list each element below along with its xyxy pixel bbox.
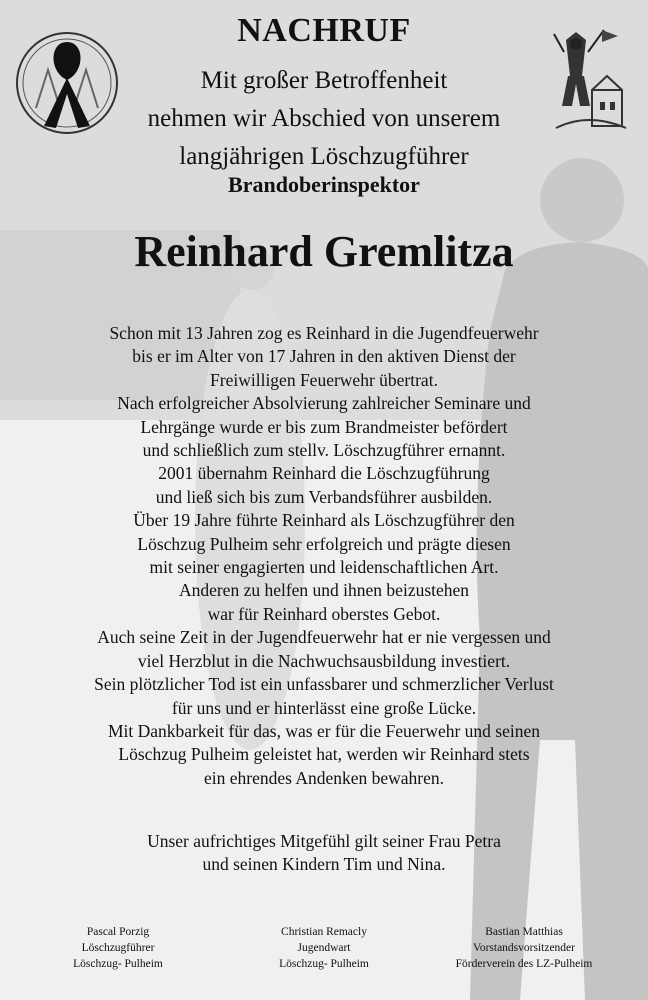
body-line: Auch seine Zeit in der Jugendfeuerwehr hat er nie vergessen und [97,627,551,648]
body-line: Schon mit 13 Jahren zog es Reinhard in die Jugendfeuerwehr [109,323,539,343]
deceased-name: Reinhard Gremlitza [134,227,514,276]
body-line: ein ehrendes Andenken bewahren. [203,767,445,788]
body-line: mit seiner engagierten und leidenschaftlichen Art. [149,557,499,578]
obituary-heading: NACHRUF [237,12,411,49]
body-line: Sein plötzlicher Tod ist ein unfassbarer und schmerzlicher Verlust [94,674,554,695]
body-line: und ließ sich bis zum Verbandsführer ausbilden. [155,486,493,507]
body-line: viel Herzblut in die Nachwuchsausbildung investiert. [137,650,511,671]
signatory-org: Löschzug- Pulheim [279,958,369,970]
body-line: Mit Dankbarkeit für das, was er für die Feuerwehr und seinen [107,720,540,741]
signatory-role: Vorstandsvorsitzender [473,942,575,954]
signatory-name: Pascal Porzig [86,926,150,938]
body-line: und schließlich zum stellv. Löschzugführer ernannt. [142,440,506,461]
body-line: 2001 übernahm Reinhard die Löschzugführung [158,463,490,484]
signatory-3 [424,924,624,972]
body-line: Lehrgänge wurde er bis zum Brandmeister befördert [140,416,508,437]
body-line: Über 19 Jahre führte Reinhard als Löschzugführer den [133,510,515,531]
body-line: Freiwilligen Feuerwehr übertrat. [210,369,438,390]
signatory-role: Jugendwart [297,942,351,954]
signatory-name: Christian Remacly [281,926,367,938]
body-line: war für Reinhard oberstes Gebot. [207,603,441,624]
body-line: Löschzug Pulheim sehr erfolgreich und prägte diesen [137,533,511,554]
signatory-2 [224,924,424,972]
signatory-name: Bastian Matthias [485,926,563,938]
body-line: Nach erfolgreicher Absolvierung zahlreicher Seminare und [117,393,531,414]
condolence-line: und seinen Kindern Tim und Nina. [202,854,446,875]
condolence-text [40,830,608,877]
body-line: Anderen zu helfen und ihnen beizustehen [178,580,470,601]
intro-text [100,62,548,176]
signatory-1 [18,924,218,972]
signatory-org: Löschzug- Pulheim [73,958,163,970]
body-line: bis er im Alter von 17 Jahren in den aktiven Dienst der [132,346,516,367]
deceased-rank: Brandoberinspektor [228,172,420,197]
intro-line: Mit großer Betroffenheit [200,67,448,94]
signatory-org: Förderverein des LZ-Pulheim [455,958,593,970]
obituary-body [40,322,608,790]
condolence-line: Unser aufrichtiges Mitgefühl gilt seiner Frau Petra [147,831,501,851]
signatory-role: Löschzugführer [81,942,155,954]
body-line: für uns und er hinterlässt eine große Lücke. [171,697,477,718]
body-line: Löschzug Pulheim geleistet hat, werden wir Reinhard stets [118,744,530,765]
intro-line: langjährigen Löschzugführer [179,143,469,170]
intro-line: nehmen wir Abschied von unserem [147,105,501,132]
